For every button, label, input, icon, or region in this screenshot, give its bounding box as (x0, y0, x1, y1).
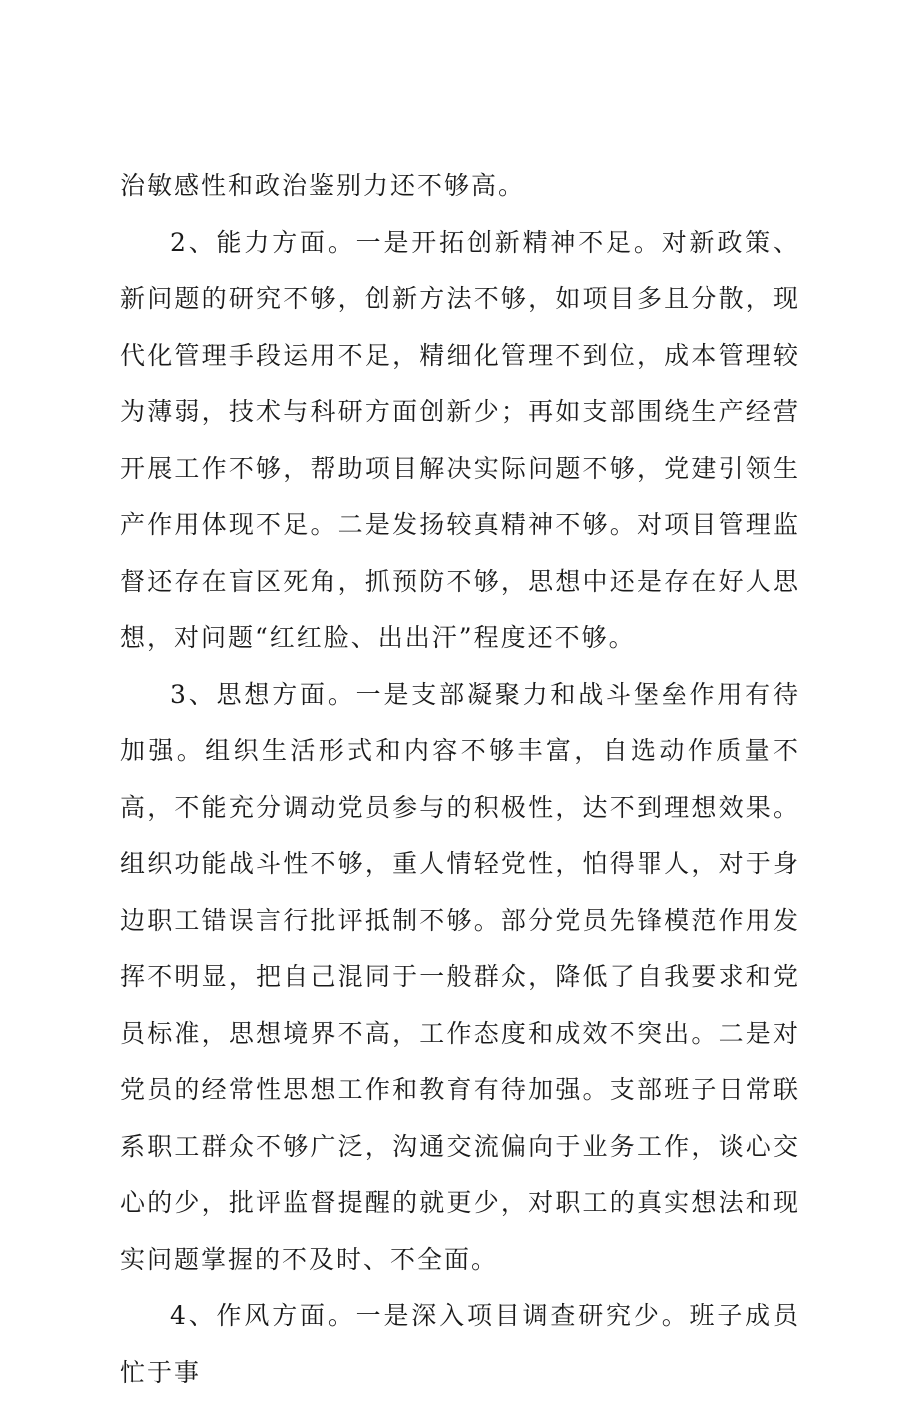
paragraph-thought: 3、思想方面。一是支部凝聚力和战斗堡垒作用有待加强。组织生活形式和内容不够丰富，自选动作质量不高，不能充分调动党员参与的积极性，达不到理想效果。组织功能战斗性不够，重人情轻党性，怕得罪人，对于身边职工错误言行批评抵制不够。部分党员先锋模范作用发挥不明显，把自己混同于一般群众，降低了自我要求和党员标准，思想境界不高，工作态度和成效不突出。二是对党员的经常性思想工作和教育有待加强。支部班子日常联系职工群众不够广泛，沟通交流偏向于业务工作，谈心交心的少，批评监督提醒的就更少，对职工的真实想法和现实问题掌握的不及时、不全面。 (120, 679, 800, 1274)
paragraph-ability: 2、能力方面。一是开拓创新精神不足。对新政策、新问题的研究不够，创新方法不够，如项目多且分散，现代化管理手段运用不足，精细化管理不到位，成本管理较为薄弱，技术与科研方面创新少；再如支部围绕生产经营开展工作不够，帮助项目解决实际问题不够，党建引领生产作用体现不足。二是发扬较真精神不够。对项目管理监督还存在盲区死角，抓预防不够，思想中还是存在好人思想，对问题“红红脸、出出汗”程度还不够。 (120, 227, 800, 652)
paragraph-style: 4、作风方面。一是深入项目调查研究少。班子成员忙于事 (120, 1301, 800, 1387)
document-body (120, 158, 800, 1401)
paragraph-continuation: 治敏感性和政治鉴别力还不够高。 (120, 171, 526, 200)
